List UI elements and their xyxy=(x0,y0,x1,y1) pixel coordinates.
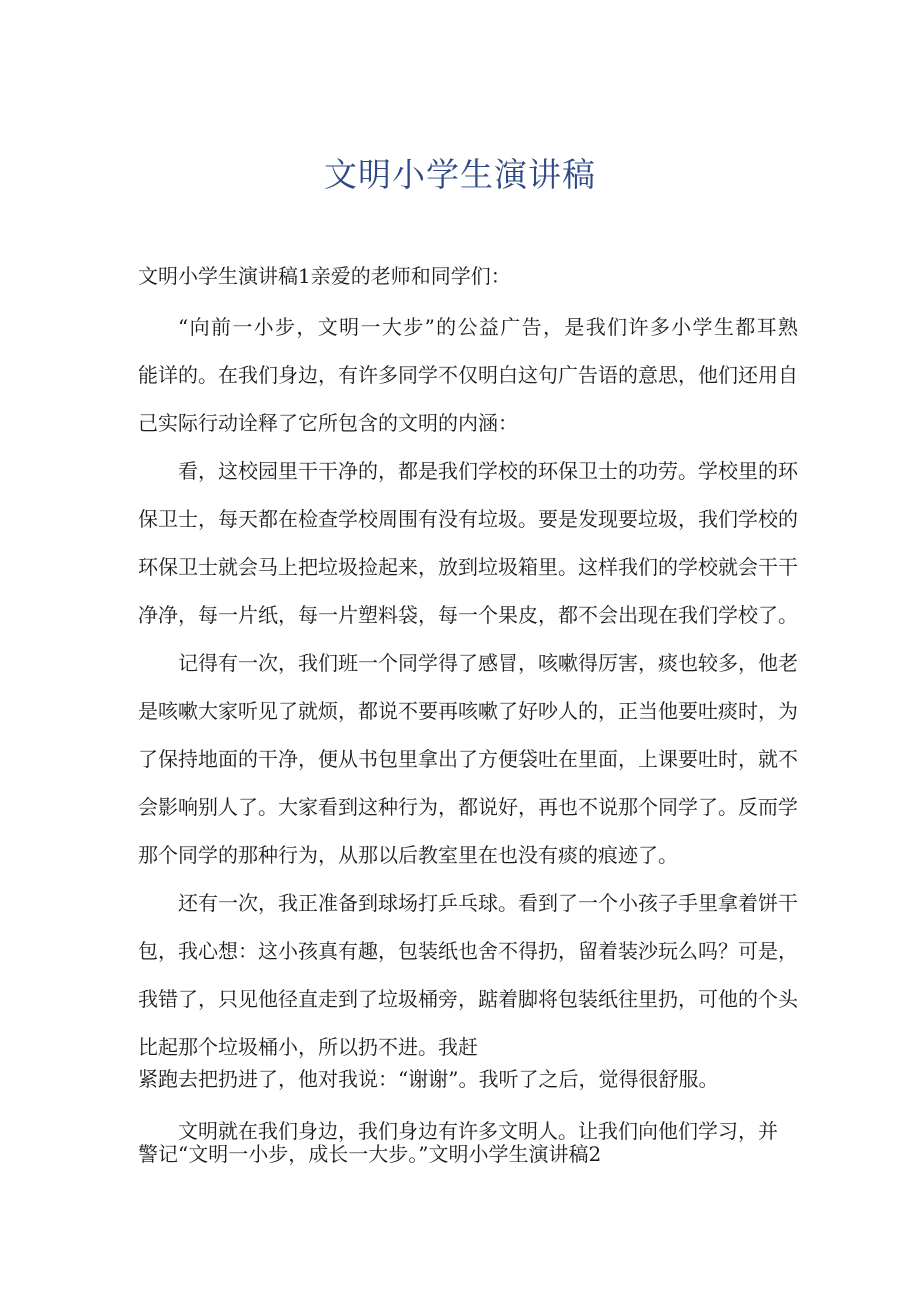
text-line: 会影响别人了。大家看到这种行为，都说好，再也不说那个同学了。反而学 xyxy=(138,795,798,819)
text-line: 净净，每一片纸，每一片塑料袋，每一个果皮，都不会出现在我们学校了。 xyxy=(138,603,798,627)
text-line: 文明就在我们身边，我们身边有许多文明人。让我们向他们学习，并 xyxy=(178,1119,778,1143)
text-line: 紧跑去把扔进了，他对我说：“谢谢”。我听了之后，觉得很舒服。 xyxy=(138,1067,719,1091)
text-line: 我错了，只见他径直走到了垃圾桶旁，踮着脚将包装纸往里扔，可他的个头 xyxy=(138,987,798,1011)
text-line: 己实际行动诠释了它所包含的文明的内涵： xyxy=(138,411,518,435)
text-line: 保卫士，每天都在检查学校周围有没有垃圾。要是发现要垃圾，我们学校的 xyxy=(138,507,798,531)
text-line: 包，我心想：这小孩真有趣，包装纸也舍不得扔，留着装沙玩么吗？可是， xyxy=(138,939,798,963)
text-line: 能详的。在我们身边，有许多同学不仅明白这句广告语的意思，他们还用自 xyxy=(138,363,798,387)
text-line: 那个同学的那种行为，从那以后教室里在也没有痰的痕迹了。 xyxy=(138,843,678,867)
text-line: “向前一小步，文明一大步”的公益广告，是我们许多小学生都耳熟 xyxy=(178,315,798,339)
text-line: 是咳嗽大家听见了就烦，都说不要再咳嗽了好吵人的，正当他要吐痰时，为 xyxy=(138,699,798,723)
text-line: 环保卫士就会马上把垃圾捡起来，放到垃圾箱里。这样我们的学校就会干干 xyxy=(138,555,798,579)
text-line: 还有一次，我正准备到球场打乒乓球。看到了一个小孩子手里拿着饼干 xyxy=(178,891,798,915)
text-line: 记得有一次，我们班一个同学得了感冒，咳嗽得厉害，痰也较多，他老 xyxy=(178,651,798,675)
text-line: 警记“文明一小步，成长一大步。”文明小学生演讲稿2 xyxy=(138,1142,602,1166)
text-line: 比起那个垃圾桶小，所以扔不进。我赶 xyxy=(138,1035,478,1059)
text-line: 看，这校园里干干净的，都是我们学校的环保卫士的功劳。学校里的环 xyxy=(178,459,798,483)
document-title: 文明小学生演讲稿 xyxy=(324,155,596,194)
text-line: 文明小学生演讲稿1亲爱的老师和同学们： xyxy=(138,264,511,288)
text-line: 了保持地面的干净，便从书包里拿出了方便袋吐在里面，上课要吐时，就不 xyxy=(138,747,798,771)
